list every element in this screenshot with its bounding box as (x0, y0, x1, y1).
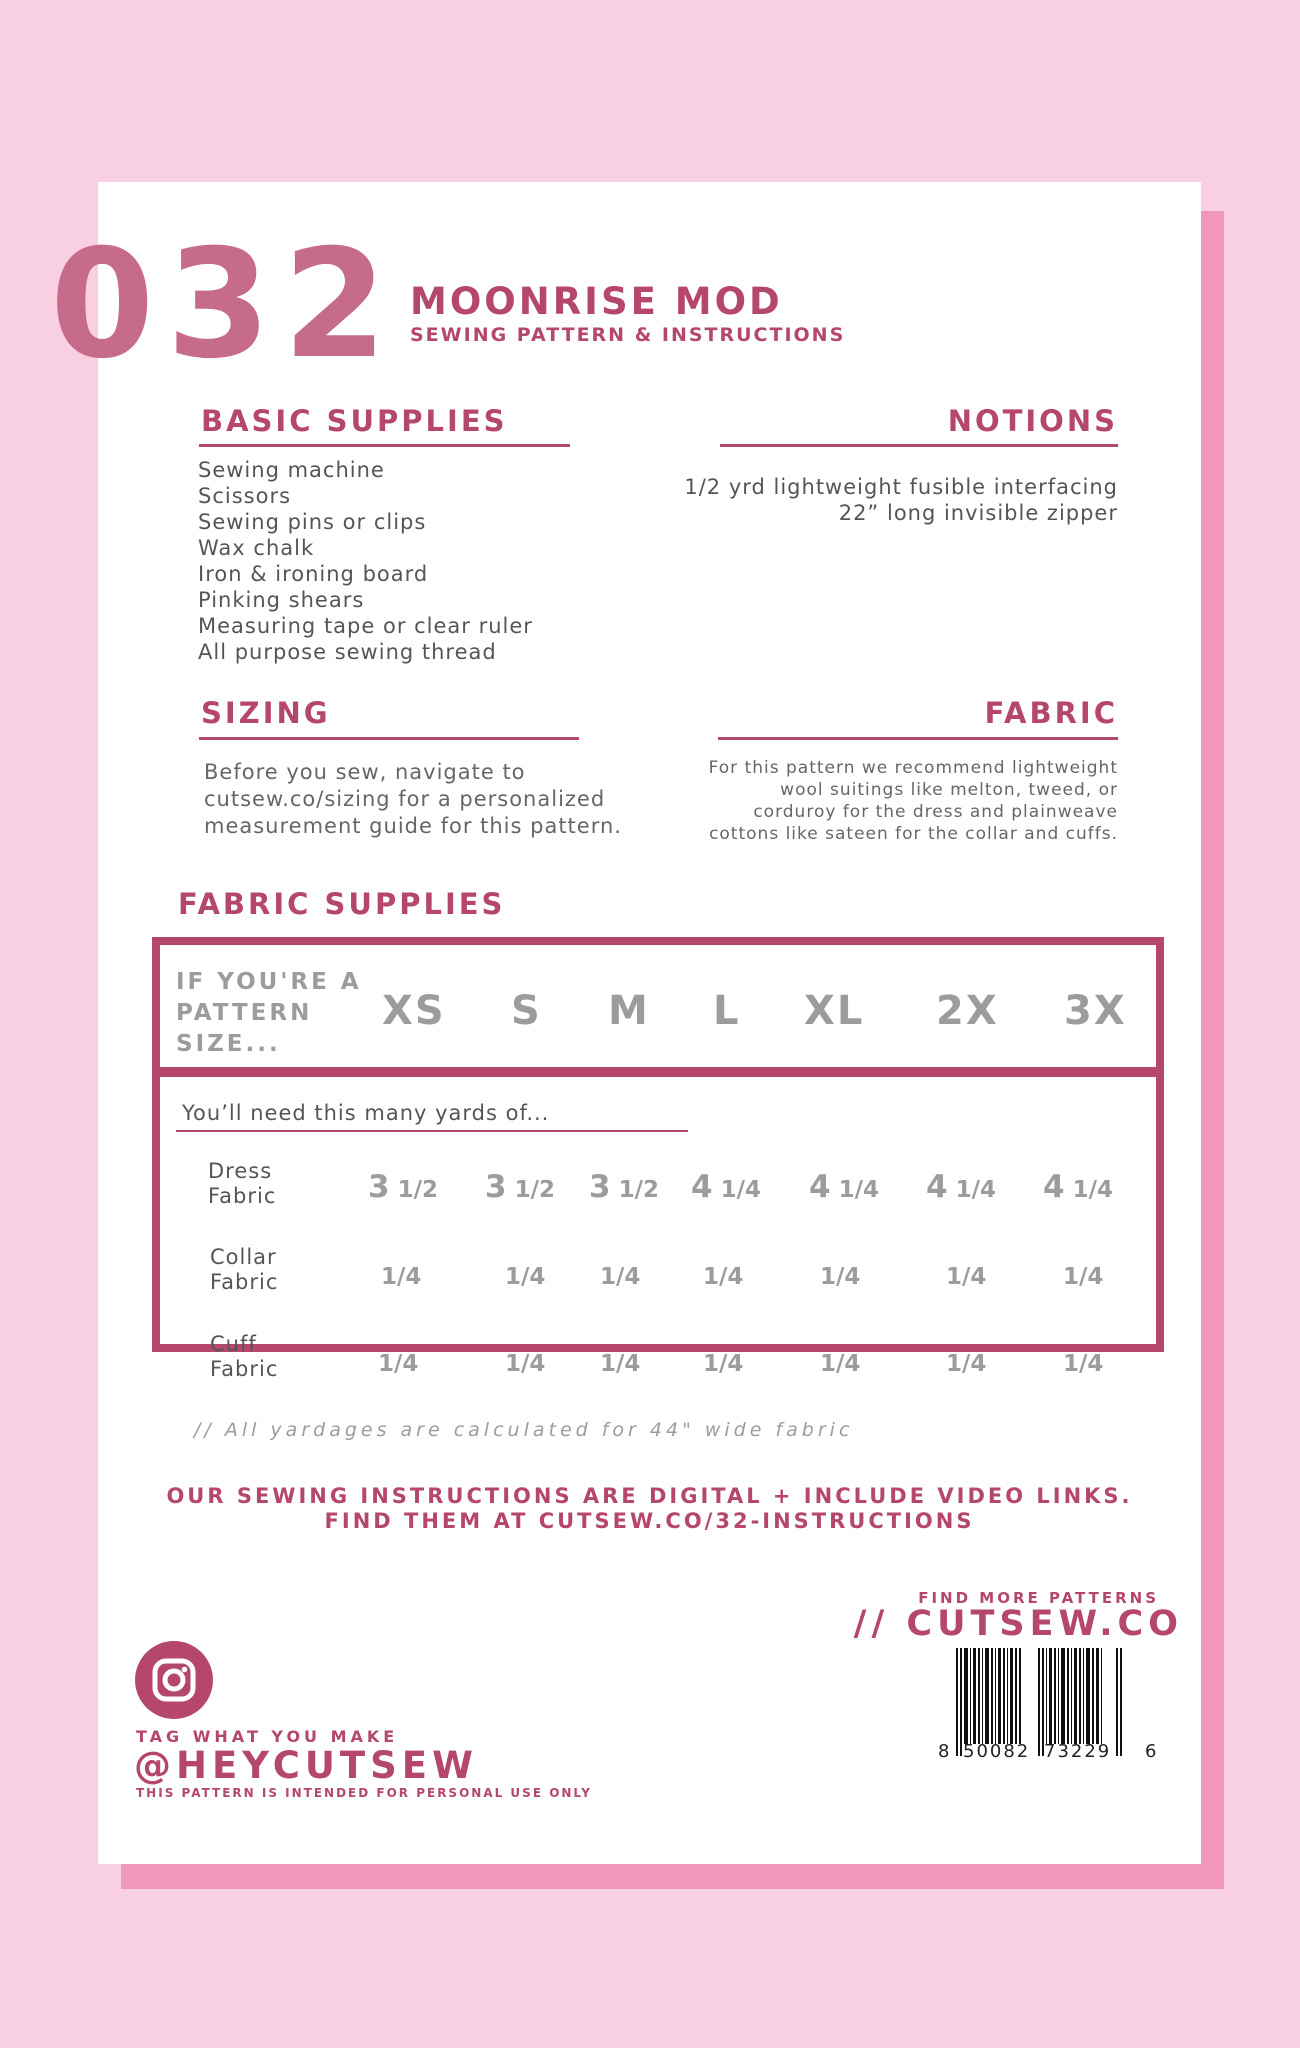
basic-supplies-rule (199, 444, 570, 447)
size-3x: 3X (1064, 988, 1127, 1034)
yardage-footnote: // All yardages are calculated for 44" wide fabric (194, 1419, 854, 1441)
list-item: All purpose sewing thread (198, 640, 497, 664)
table-cell: 1/4 (946, 1351, 987, 1377)
table-cell: 1/4 (703, 1264, 744, 1290)
notions-heading: NOTIONS (947, 404, 1118, 438)
table-cell: 3 1/2 (485, 1169, 556, 1205)
pattern-card (50, 182, 1201, 1864)
yards-label: You’ll need this many yards of... (182, 1101, 550, 1125)
list-item: Iron & ironing board (198, 562, 429, 586)
find-more-label: FIND MORE PATTERNS (918, 1589, 1159, 1607)
barcode-digit: 8 (938, 1741, 950, 1762)
instagram-icon[interactable] (135, 1641, 213, 1719)
barcode-digit: 6 (1145, 1741, 1157, 1762)
size-s: S (511, 988, 542, 1034)
size-m: M (608, 988, 650, 1034)
pattern-subtitle: SEWING PATTERN & INSTRUCTIONS (410, 324, 846, 346)
notions-list (684, 474, 1118, 526)
table-cell: 1/4 (600, 1351, 641, 1377)
size-l: L (713, 988, 741, 1034)
fabric-rule (718, 737, 1118, 740)
size-2x: 2X (936, 988, 999, 1034)
sizing-rule (199, 737, 579, 740)
size-question: IF YOU'RE A PATTERN SIZE... (176, 969, 362, 1057)
sizing-text: Before you sew, navigate to cutsew.co/sizing for a personalized measurement guide for this pattern. (204, 760, 622, 838)
list-item: Scissors (198, 484, 292, 508)
table-cell: 4 1/4 (809, 1169, 880, 1205)
table-cell: 1/4 (1063, 1351, 1104, 1377)
table-cell: 1/4 (703, 1351, 744, 1377)
list-item: Sewing pins or clips (198, 510, 427, 534)
table-cell: 1/4 (505, 1351, 546, 1377)
barcode-digit: 50082 (963, 1741, 1031, 1762)
notions-rule (720, 444, 1118, 447)
row-label-cuff: Cuff Fabric (210, 1332, 279, 1381)
list-item: Measuring tape or clear ruler (198, 614, 533, 638)
table-cell: 4 1/4 (691, 1169, 762, 1205)
fabric-heading: FABRIC (984, 696, 1118, 730)
list-item: 1/2 yrd lightweight fusible interfacing (684, 475, 1118, 499)
size-xs: XS (382, 988, 446, 1034)
fabric-supplies-heading: FABRIC SUPPLIES (178, 887, 506, 921)
tag-label: TAG WHAT YOU MAKE (136, 1727, 399, 1746)
barcode-digit: 73229 (1044, 1741, 1112, 1762)
table-cell: 1/4 (820, 1264, 861, 1290)
table-cell: 1/4 (820, 1351, 861, 1377)
list-item: Pinking shears (198, 588, 365, 612)
yards-label-rule (176, 1130, 688, 1132)
table-cell: 3 1/2 (368, 1169, 439, 1205)
sizing-heading: SIZING (201, 696, 331, 730)
instructions-note: OUR SEWING INSTRUCTIONS ARE DIGITAL + INCLUDE VIDEO LINKS. FIND THEM AT CUTSEW.CO/32-INSTRUCTIONS (166, 1484, 1133, 1533)
basic-supplies-heading: BASIC SUPPLIES (201, 404, 508, 438)
table-cell: 1/4 (946, 1264, 987, 1290)
list-item: Sewing machine (198, 458, 385, 482)
table-cell: 1/4 (600, 1264, 641, 1290)
list-item: 22” long invisible zipper (838, 501, 1118, 525)
personal-use-note: THIS PATTERN IS INTENDED FOR PERSONAL USE ONLY (136, 1786, 592, 1800)
size-xl: XL (804, 988, 865, 1034)
table-cell: 4 1/4 (1043, 1169, 1114, 1205)
list-item: Wax chalk (198, 536, 315, 560)
row-label-dress: Dress Fabric (208, 1159, 277, 1208)
table-cell: 1/4 (1063, 1264, 1104, 1290)
barcode-bars (956, 1648, 1122, 1756)
table-cell: 1/4 (378, 1351, 419, 1377)
table-cell: 1/4 (381, 1264, 422, 1290)
instagram-handle[interactable]: @HEYCUTSEW (134, 1744, 478, 1787)
row-label-collar: Collar Fabric (210, 1245, 279, 1294)
pattern-title: MOONRISE MOD (410, 280, 783, 323)
basic-supplies-list (198, 457, 533, 665)
fabric-text: For this pattern we recommend lightweight wool suitings like melton, tweed, or corduroy for the dress and plainweave cottons like sateen for the collar and cuffs. (708, 758, 1118, 844)
site-link[interactable]: // CUTSEW.CO (853, 1604, 1183, 1644)
table-cell: 4 1/4 (926, 1169, 997, 1205)
pattern-number: 032 (50, 218, 400, 392)
table-cell: 1/4 (505, 1264, 546, 1290)
table-cell: 3 1/2 (589, 1169, 660, 1205)
